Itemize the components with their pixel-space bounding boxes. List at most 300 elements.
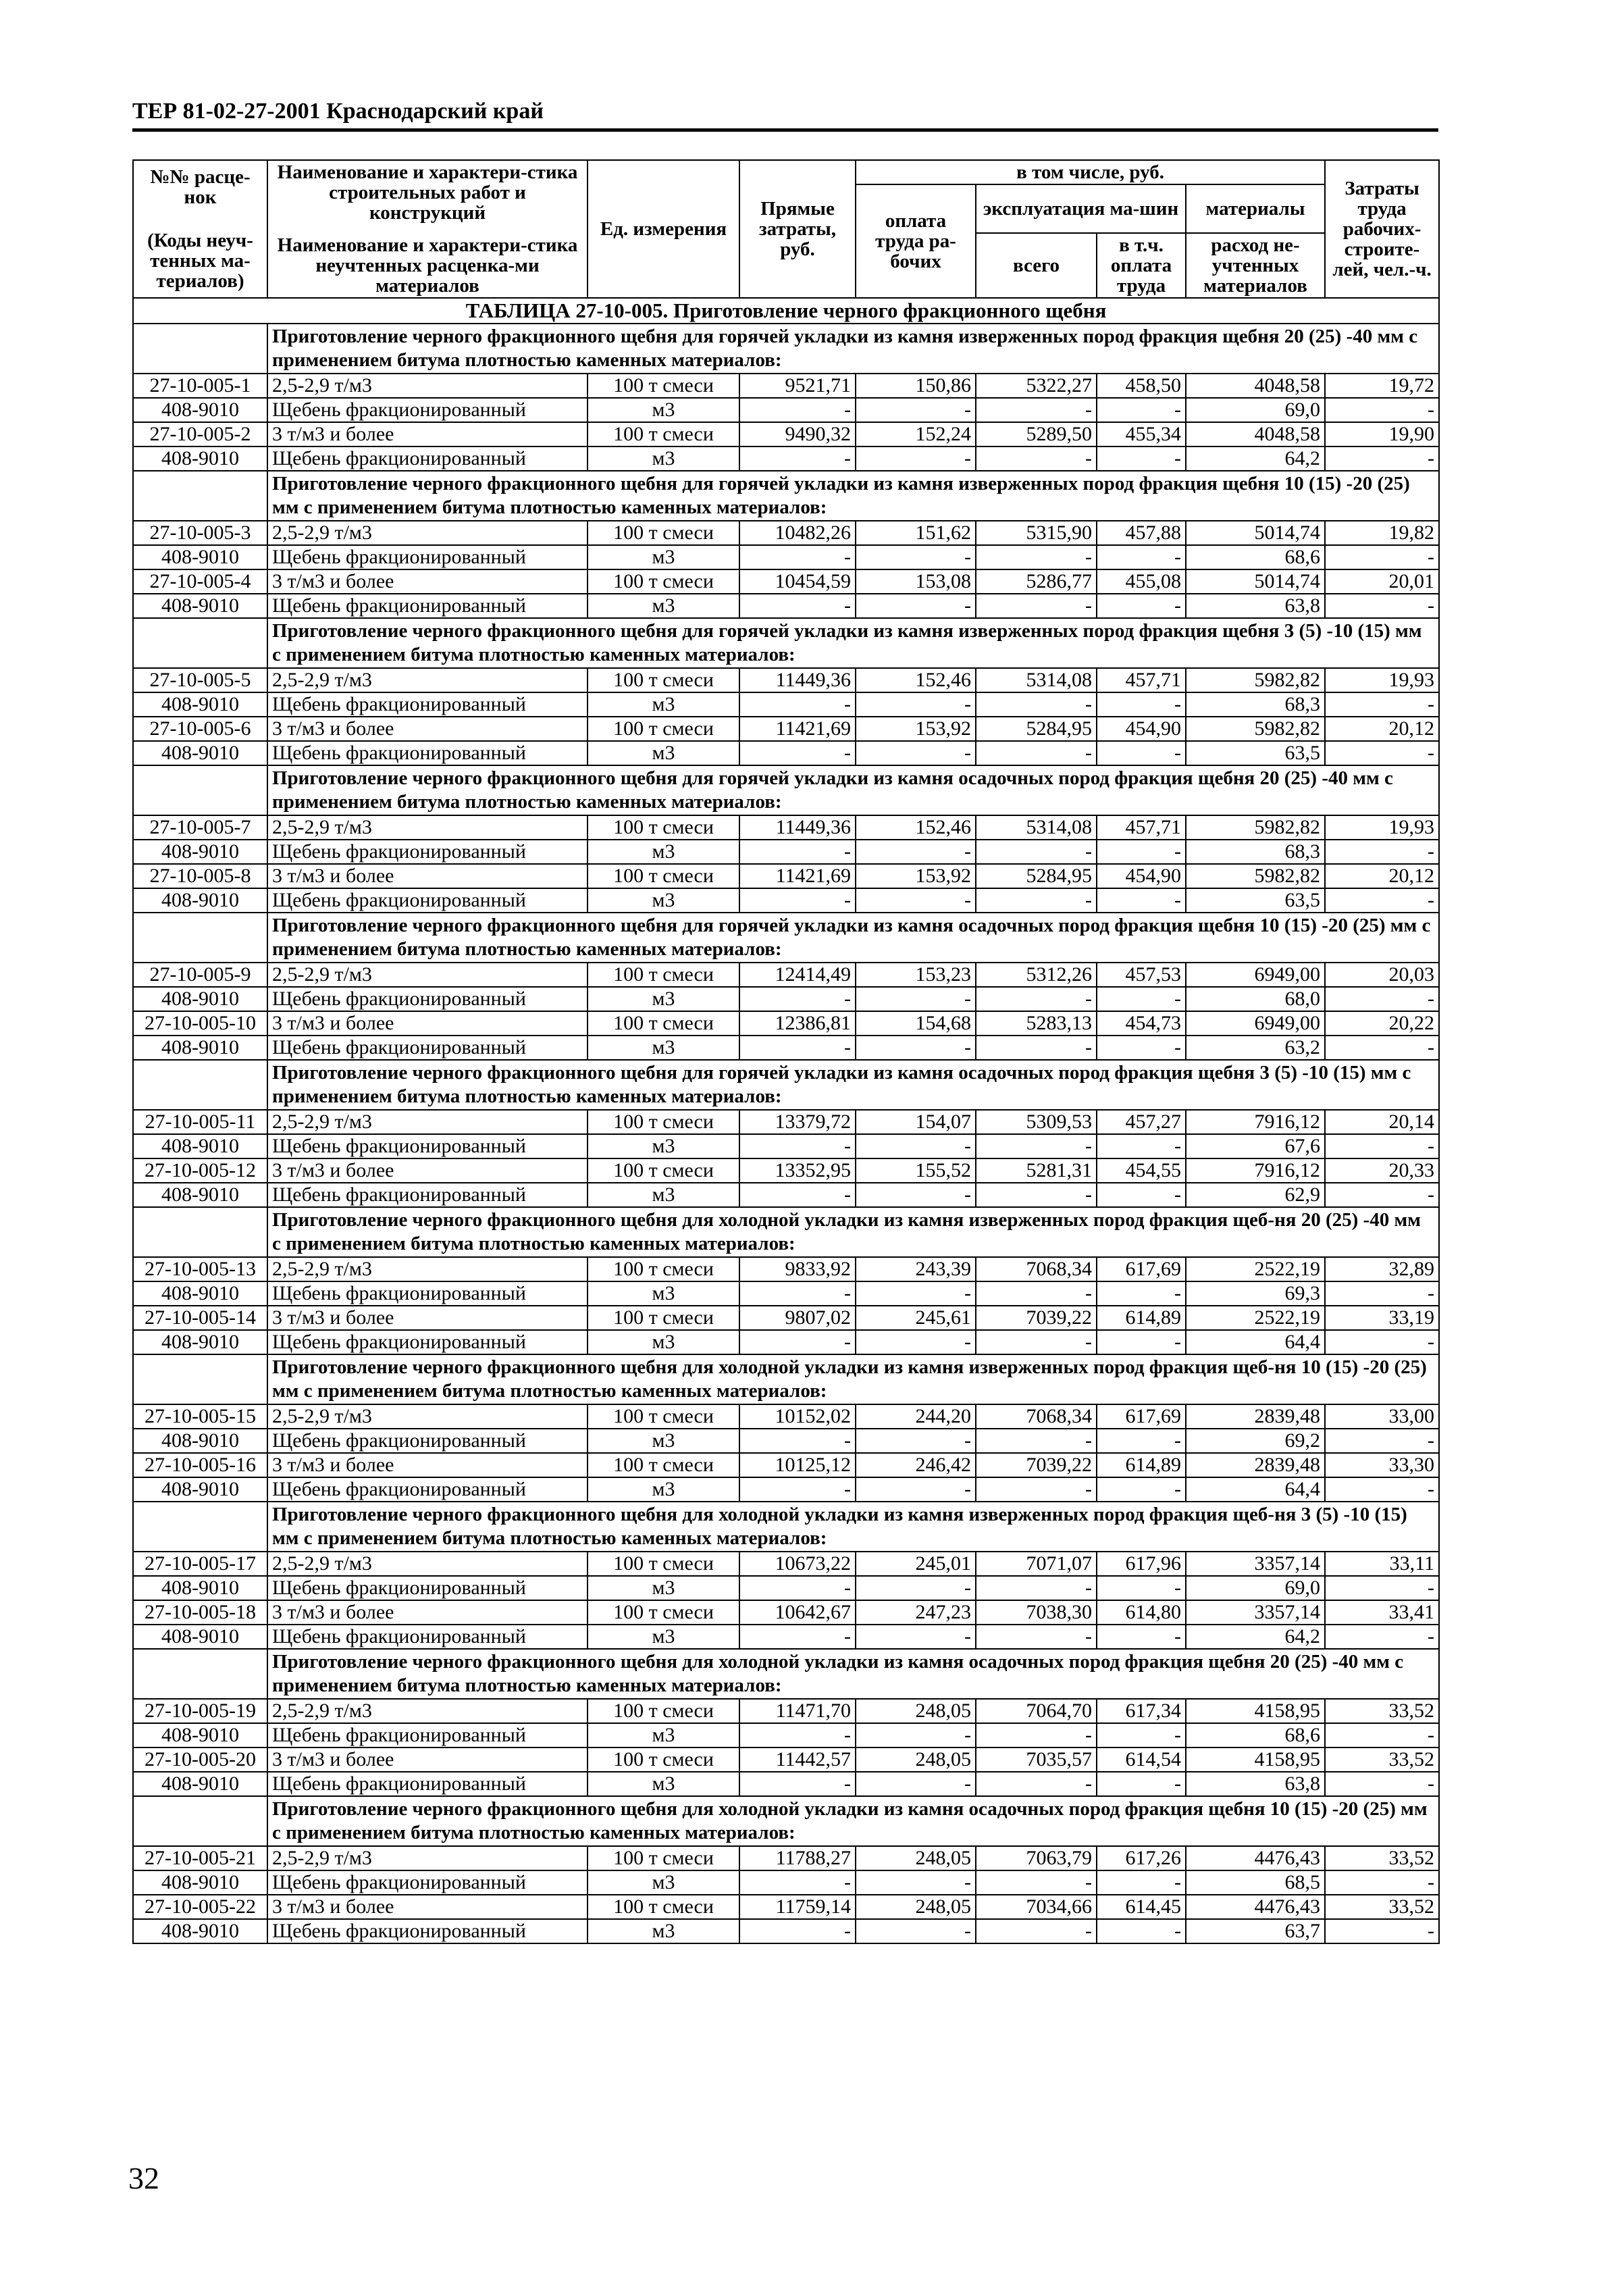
row-code: 27-10-005-7 [133, 815, 267, 840]
group-title: Приготовление черного фракционного щебня для горячей укладки из камня осадочных пород фракция щебня 3 (5) -10 (15) мм с применением битума плотностью каменных материалов: [267, 1060, 1439, 1110]
group-code-cell [133, 1796, 267, 1846]
row-wages: 244,20 [856, 1404, 976, 1429]
row-materials: 69,2 [1186, 1429, 1325, 1453]
group-code-cell [133, 765, 267, 815]
row-mach-wages: 457,88 [1097, 521, 1186, 545]
group-code-cell [133, 1207, 267, 1257]
row-wages: 153,92 [856, 864, 976, 888]
row-code: 27-10-005-1 [133, 374, 267, 398]
group-title: Приготовление черного фракционного щебня для горячей укладки из камня изверженных пород фракция щебня 20 (25) -40 мм с применением битума плотностью каменных материалов: [267, 324, 1439, 374]
table-row [133, 1134, 1439, 1158]
row-mach-wages: 457,71 [1097, 668, 1186, 692]
row-mach-wages: - [1097, 741, 1186, 765]
row-unit: 100 т смеси [588, 1846, 739, 1870]
row-mach-wages: - [1097, 1870, 1186, 1895]
row-labor: - [1325, 1772, 1439, 1796]
row-wages: 155,52 [856, 1158, 976, 1183]
row-name: Щебень фракционированный [267, 1477, 588, 1502]
group-row [133, 1796, 1439, 1846]
row-mach-wages: - [1097, 1281, 1186, 1306]
row-materials: 64,2 [1186, 447, 1325, 471]
col-code-top: №№ расце-нок [150, 166, 251, 208]
row-direct: - [739, 594, 856, 618]
table-row [133, 1772, 1439, 1796]
row-direct: 9490,32 [739, 422, 856, 447]
row-code: 408-9010 [133, 1281, 267, 1306]
rates-table [132, 159, 1440, 1944]
row-wages: 248,05 [856, 1699, 976, 1723]
row-code: 408-9010 [133, 545, 267, 569]
row-code: 27-10-005-6 [133, 717, 267, 741]
row-direct: 9521,71 [739, 374, 856, 398]
row-name: 3 т/м3 и более [267, 864, 588, 888]
row-code: 27-10-005-4 [133, 569, 267, 594]
row-mach-wages: - [1097, 398, 1186, 422]
row-mach-total: - [976, 741, 1097, 765]
row-code: 408-9010 [133, 840, 267, 864]
row-labor: - [1325, 1036, 1439, 1060]
row-mach-wages: - [1097, 1625, 1186, 1649]
row-mach-total: 7063,79 [976, 1846, 1097, 1870]
row-mach-total: - [976, 1723, 1097, 1747]
row-materials: 3357,14 [1186, 1552, 1325, 1576]
row-labor: 20,22 [1325, 1011, 1439, 1036]
row-mach-total: - [976, 888, 1097, 913]
row-name: 3 т/м3 и более [267, 1453, 588, 1477]
row-code: 27-10-005-22 [133, 1895, 267, 1919]
group-title: Приготовление черного фракционного щебня для горячей укладки из камня изверженных пород фракция щебня 3 (5) -10 (15) мм с применением битума плотностью каменных материалов: [267, 618, 1439, 668]
group-title: Приготовление черного фракционного щебня для холодной укладки из камня изверженных пород фракция щеб-ня 10 (15) -20 (25) мм с применением битума плотностью каменных материалов: [267, 1354, 1439, 1404]
row-code: 408-9010 [133, 1036, 267, 1060]
row-wages: 243,39 [856, 1257, 976, 1281]
row-mach-wages: - [1097, 1772, 1186, 1796]
row-unit: м3 [588, 1477, 739, 1502]
table-row [133, 1257, 1439, 1281]
table-row [133, 741, 1439, 765]
row-mach-total: 7071,07 [976, 1552, 1097, 1576]
table-row [133, 1330, 1439, 1354]
row-direct: 12414,49 [739, 963, 856, 987]
row-mach-wages: 454,73 [1097, 1011, 1186, 1036]
table-row [133, 864, 1439, 888]
row-name: 3 т/м3 и более [267, 1306, 588, 1330]
group-title: Приготовление черного фракционного щебня для холодной укладки из камня изверженных пород фракция щеб-ня 3 (5) -10 (15) мм с применением битума плотностью каменных материалов: [267, 1502, 1439, 1552]
row-name: 3 т/м3 и более [267, 1747, 588, 1772]
row-code: 27-10-005-2 [133, 422, 267, 447]
col-name-bottom: Наименование и характери-стика неучтенных расценка-ми материалов [277, 234, 578, 297]
col-name-top: Наименование и характери-стика строительных работ и конструкций [277, 161, 578, 224]
row-labor: - [1325, 692, 1439, 717]
row-labor: - [1325, 1477, 1439, 1502]
row-mach-wages: 614,45 [1097, 1895, 1186, 1919]
row-labor: 20,12 [1325, 717, 1439, 741]
row-wages: 248,05 [856, 1846, 976, 1870]
row-mach-wages: - [1097, 1919, 1186, 1943]
table-row [133, 1404, 1439, 1429]
row-name: Щебень фракционированный [267, 1723, 588, 1747]
row-labor: 20,33 [1325, 1158, 1439, 1183]
row-mach-total: 5322,27 [976, 374, 1097, 398]
row-name: 3 т/м3 и более [267, 569, 588, 594]
row-mach-wages: 454,90 [1097, 717, 1186, 741]
group-row [133, 765, 1439, 815]
row-code: 27-10-005-14 [133, 1306, 267, 1330]
row-unit: м3 [588, 741, 739, 765]
group-row [133, 618, 1439, 668]
row-materials: 2839,48 [1186, 1453, 1325, 1477]
row-unit: м3 [588, 1281, 739, 1306]
row-name: Щебень фракционированный [267, 398, 588, 422]
row-wages: - [856, 1919, 976, 1943]
row-mach-total: - [976, 1183, 1097, 1207]
row-code: 408-9010 [133, 1429, 267, 1453]
page-header [132, 95, 1438, 132]
row-unit: 100 т смеси [588, 1895, 739, 1919]
table-row [133, 692, 1439, 717]
row-unit: 100 т смеси [588, 1158, 739, 1183]
row-materials: 5014,74 [1186, 521, 1325, 545]
row-code: 27-10-005-13 [133, 1257, 267, 1281]
row-unit: м3 [588, 1429, 739, 1453]
row-materials: 63,5 [1186, 888, 1325, 913]
row-materials: 5982,82 [1186, 668, 1325, 692]
row-wages: - [856, 1870, 976, 1895]
col-materials-header: материалы [1186, 184, 1325, 233]
group-code-cell [133, 1502, 267, 1552]
col-mach-wages-header: в т.ч. оплата труда [1097, 233, 1186, 298]
row-labor: 32,89 [1325, 1257, 1439, 1281]
row-direct: - [739, 545, 856, 569]
row-labor: 33,00 [1325, 1404, 1439, 1429]
row-direct: 11421,69 [739, 864, 856, 888]
row-direct: 11449,36 [739, 815, 856, 840]
row-name: Щебень фракционированный [267, 888, 588, 913]
row-mach-wages: - [1097, 692, 1186, 717]
row-name: Щебень фракционированный [267, 594, 588, 618]
table-row [133, 1110, 1439, 1134]
row-mach-wages: 455,34 [1097, 422, 1186, 447]
row-mach-total: - [976, 1576, 1097, 1600]
row-wages: - [856, 1772, 976, 1796]
row-unit: м3 [588, 594, 739, 618]
row-mach-wages: 454,55 [1097, 1158, 1186, 1183]
row-mach-total: 7068,34 [976, 1257, 1097, 1281]
row-direct: 11471,70 [739, 1699, 856, 1723]
table-row [133, 1453, 1439, 1477]
row-direct: - [739, 1477, 856, 1502]
table-row [133, 1158, 1439, 1183]
row-mach-wages: 614,80 [1097, 1600, 1186, 1625]
table-row [133, 374, 1439, 398]
group-title: Приготовление черного фракционного щебня для холодной укладки из камня осадочных пород фракция щебня 10 (15) -20 (25) мм с применением битума плотностью каменных материалов: [267, 1796, 1439, 1846]
table-row [133, 717, 1439, 741]
row-materials: 2839,48 [1186, 1404, 1325, 1429]
group-code-cell [133, 1060, 267, 1110]
row-direct: 11788,27 [739, 1846, 856, 1870]
row-direct: - [739, 1723, 856, 1747]
table-row [133, 888, 1439, 913]
row-labor: 33,11 [1325, 1552, 1439, 1576]
row-direct: - [739, 692, 856, 717]
table-row [133, 1011, 1439, 1036]
table-row [133, 1281, 1439, 1306]
row-direct: 10642,67 [739, 1600, 856, 1625]
row-labor: - [1325, 1576, 1439, 1600]
row-mach-wages: 455,08 [1097, 569, 1186, 594]
row-direct: - [739, 1134, 856, 1158]
row-unit: м3 [588, 1183, 739, 1207]
table-row [133, 1477, 1439, 1502]
row-direct: - [739, 1625, 856, 1649]
row-wages: 245,61 [856, 1306, 976, 1330]
row-name: 2,5-2,9 т/м3 [267, 963, 588, 987]
row-unit: 100 т смеси [588, 1453, 739, 1477]
col-unit-header: Ед. измерения [588, 160, 739, 298]
group-title: Приготовление черного фракционного щебня для холодной укладки из камня осадочных пород фракция щебня 20 (25) -40 мм с применением битума плотностью каменных материалов: [267, 1649, 1439, 1699]
row-code: 27-10-005-20 [133, 1747, 267, 1772]
row-wages: - [856, 1281, 976, 1306]
group-code-cell [133, 1354, 267, 1404]
row-direct: - [739, 1870, 856, 1895]
row-name: 3 т/м3 и более [267, 1011, 588, 1036]
row-labor: - [1325, 1919, 1439, 1943]
row-mach-wages: 617,96 [1097, 1552, 1186, 1576]
row-name: Щебень фракционированный [267, 1429, 588, 1453]
row-materials: 68,3 [1186, 840, 1325, 864]
row-wages: - [856, 594, 976, 618]
row-mach-total: 7034,66 [976, 1895, 1097, 1919]
row-unit: 100 т смеси [588, 1011, 739, 1036]
row-name: Щебень фракционированный [267, 1772, 588, 1796]
row-materials: 64,4 [1186, 1477, 1325, 1502]
table-row [133, 1625, 1439, 1649]
row-mach-total: 5286,77 [976, 569, 1097, 594]
row-mach-wages: 614,89 [1097, 1306, 1186, 1330]
row-materials: 67,6 [1186, 1134, 1325, 1158]
row-direct: - [739, 1281, 856, 1306]
row-direct: 10125,12 [739, 1453, 856, 1477]
table-row [133, 1747, 1439, 1772]
row-mach-wages: - [1097, 888, 1186, 913]
row-mach-wages: - [1097, 1134, 1186, 1158]
row-mach-wages: - [1097, 1576, 1186, 1600]
row-direct: - [739, 987, 856, 1011]
row-labor: - [1325, 1281, 1439, 1306]
row-direct: 10482,26 [739, 521, 856, 545]
row-wages: - [856, 398, 976, 422]
row-code: 408-9010 [133, 1870, 267, 1895]
table-body [133, 298, 1439, 1943]
row-labor: - [1325, 1134, 1439, 1158]
row-code: 27-10-005-18 [133, 1600, 267, 1625]
row-labor: - [1325, 1870, 1439, 1895]
row-unit: м3 [588, 840, 739, 864]
row-materials: 69,3 [1186, 1281, 1325, 1306]
row-code: 27-10-005-17 [133, 1552, 267, 1576]
row-materials: 6949,00 [1186, 1011, 1325, 1036]
row-code: 27-10-005-3 [133, 521, 267, 545]
row-code: 408-9010 [133, 1330, 267, 1354]
group-row [133, 913, 1439, 963]
row-materials: 63,5 [1186, 741, 1325, 765]
row-mach-wages: 617,69 [1097, 1257, 1186, 1281]
row-labor: 33,41 [1325, 1600, 1439, 1625]
row-code: 27-10-005-10 [133, 1011, 267, 1036]
row-labor: 33,19 [1325, 1306, 1439, 1330]
row-wages: 150,86 [856, 374, 976, 398]
row-wages: - [856, 1134, 976, 1158]
row-direct: - [739, 398, 856, 422]
row-labor: 19,82 [1325, 521, 1439, 545]
row-direct: - [739, 447, 856, 471]
table-row [133, 1846, 1439, 1870]
row-mach-total: 5314,08 [976, 815, 1097, 840]
row-materials: 4476,43 [1186, 1895, 1325, 1919]
row-mach-wages: - [1097, 840, 1186, 864]
row-unit: м3 [588, 398, 739, 422]
row-materials: 5982,82 [1186, 717, 1325, 741]
row-direct: 12386,81 [739, 1011, 856, 1036]
row-mach-total: - [976, 1919, 1097, 1943]
row-labor: 33,52 [1325, 1895, 1439, 1919]
row-mach-total: 7068,34 [976, 1404, 1097, 1429]
row-wages: 153,08 [856, 569, 976, 594]
row-mach-total: - [976, 1625, 1097, 1649]
row-code: 408-9010 [133, 987, 267, 1011]
row-wages: - [856, 545, 976, 569]
row-mach-total: 5314,08 [976, 668, 1097, 692]
row-mach-total: - [976, 692, 1097, 717]
row-mach-wages: - [1097, 1477, 1186, 1502]
col-mach-total-header: всего [976, 233, 1097, 298]
row-mach-total: 7039,22 [976, 1453, 1097, 1477]
row-mach-total: - [976, 1772, 1097, 1796]
row-materials: 7916,12 [1186, 1158, 1325, 1183]
row-mach-wages: - [1097, 447, 1186, 471]
table-row [133, 963, 1439, 987]
row-wages: 247,23 [856, 1600, 976, 1625]
row-direct: 10454,59 [739, 569, 856, 594]
row-unit: 100 т смеси [588, 815, 739, 840]
row-wages: - [856, 987, 976, 1011]
row-mach-wages: 457,53 [1097, 963, 1186, 987]
row-code: 27-10-005-9 [133, 963, 267, 987]
row-materials: 3357,14 [1186, 1600, 1325, 1625]
group-code-cell [133, 471, 267, 521]
row-name: Щебень фракционированный [267, 545, 588, 569]
row-wages: - [856, 1625, 976, 1649]
row-code: 408-9010 [133, 741, 267, 765]
row-code: 408-9010 [133, 1919, 267, 1943]
row-unit: м3 [588, 1134, 739, 1158]
col-wages-header: оплата труда ра-бочих [856, 184, 976, 298]
row-code: 27-10-005-11 [133, 1110, 267, 1134]
row-mach-wages: 617,34 [1097, 1699, 1186, 1723]
row-wages: 154,07 [856, 1110, 976, 1134]
row-wages: - [856, 1036, 976, 1060]
row-name: 3 т/м3 и более [267, 1600, 588, 1625]
row-direct: 13379,72 [739, 1110, 856, 1134]
row-wages: 153,23 [856, 963, 976, 987]
row-name: 3 т/м3 и более [267, 1895, 588, 1919]
table-row [133, 1895, 1439, 1919]
row-unit: м3 [588, 545, 739, 569]
table-row [133, 815, 1439, 840]
row-name: Щебень фракционированный [267, 447, 588, 471]
row-labor: 33,52 [1325, 1846, 1439, 1870]
col-incl-header: в том числе, руб. [856, 160, 1325, 184]
row-labor: 20,01 [1325, 569, 1439, 594]
group-title: Приготовление черного фракционного щебня для горячей укладки из камня изверженных пород фракция щебня 10 (15) -20 (25) мм с применением битума плотностью каменных материалов: [267, 471, 1439, 521]
row-wages: - [856, 1723, 976, 1747]
row-code: 27-10-005-21 [133, 1846, 267, 1870]
row-direct: - [739, 840, 856, 864]
group-code-cell [133, 618, 267, 668]
row-unit: м3 [588, 1870, 739, 1895]
row-mach-wages: 457,27 [1097, 1110, 1186, 1134]
row-code: 408-9010 [133, 447, 267, 471]
row-unit: 100 т смеси [588, 1257, 739, 1281]
row-mach-wages: - [1097, 1429, 1186, 1453]
table-row [133, 422, 1439, 447]
row-labor: 19,72 [1325, 374, 1439, 398]
row-direct: - [739, 1429, 856, 1453]
col-code-header [133, 160, 267, 298]
row-wages: 248,05 [856, 1747, 976, 1772]
row-mach-total: - [976, 987, 1097, 1011]
row-materials: 62,9 [1186, 1183, 1325, 1207]
table-row [133, 668, 1439, 692]
row-unit: 100 т смеси [588, 864, 739, 888]
document-title: ТЕР 81-02-27-2001 Краснодарский край [132, 99, 544, 124]
row-mach-total: - [976, 1281, 1097, 1306]
table-row [133, 1429, 1439, 1453]
row-direct: 11759,14 [739, 1895, 856, 1919]
group-code-cell [133, 1649, 267, 1699]
row-unit: 100 т смеси [588, 717, 739, 741]
row-code: 408-9010 [133, 1576, 267, 1600]
row-name: 2,5-2,9 т/м3 [267, 1552, 588, 1576]
row-mach-wages: - [1097, 1723, 1186, 1747]
row-name: 2,5-2,9 т/м3 [267, 668, 588, 692]
group-title: Приготовление черного фракционного щебня для горячей укладки из камня осадочных пород фракция щебня 20 (25) -40 мм с применением битума плотностью каменных материалов: [267, 765, 1439, 815]
table-title: ТАБЛИЦА 27-10-005. Приготовление черного фракционного щебня [133, 298, 1439, 324]
row-name: Щебень фракционированный [267, 1134, 588, 1158]
row-unit: 100 т смеси [588, 1552, 739, 1576]
col-materials-usage-header: расход не-учтенных материалов [1186, 233, 1325, 298]
row-unit: м3 [588, 1330, 739, 1354]
row-mach-total: 5289,50 [976, 422, 1097, 447]
row-name: Щебень фракционированный [267, 1183, 588, 1207]
table-row [133, 1600, 1439, 1625]
row-mach-wages: 457,71 [1097, 815, 1186, 840]
col-name-header [267, 160, 588, 298]
row-name: Щебень фракционированный [267, 1330, 588, 1354]
row-mach-total: - [976, 840, 1097, 864]
row-unit: 100 т смеси [588, 1600, 739, 1625]
row-code: 408-9010 [133, 1723, 267, 1747]
row-labor: - [1325, 840, 1439, 864]
row-materials: 69,0 [1186, 398, 1325, 422]
row-mach-wages: - [1097, 1183, 1186, 1207]
row-unit: 100 т смеси [588, 422, 739, 447]
row-mach-wages: 454,90 [1097, 864, 1186, 888]
group-row [133, 1502, 1439, 1552]
row-mach-total: - [976, 1134, 1097, 1158]
row-name: Щебень фракционированный [267, 1625, 588, 1649]
row-materials: 68,5 [1186, 1870, 1325, 1895]
row-name: Щебень фракционированный [267, 840, 588, 864]
